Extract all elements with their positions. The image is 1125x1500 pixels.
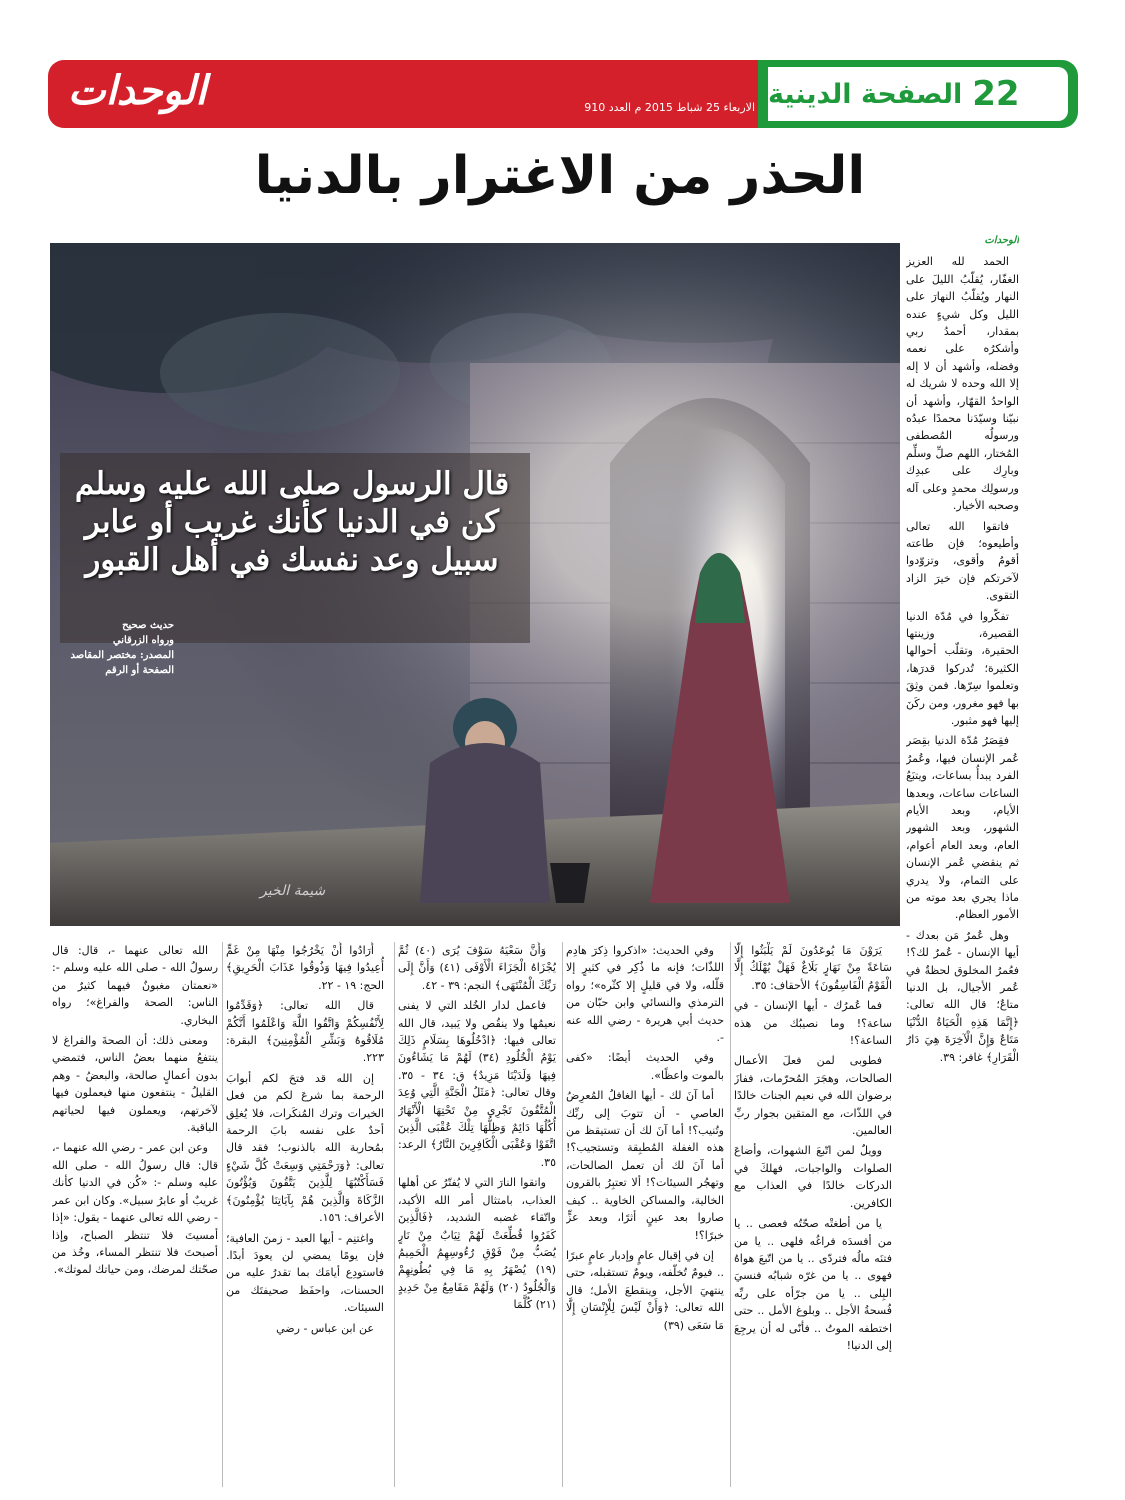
paragraph: فقِصَرُ مُدّة الدنيا بقِصَر عُمر الإنسان فيها، وعُمرُ الفرد يبدأُ بساعات، ويتبَعُ الساعات ساعات، وبعدها الأيام، وبعد الأيام الشهور، وبعد الشهور العام، وبعد العام أعوام، ثم ينقضي عُمر الإنسان على التمام، ولا يدري ماذا يجري بعد موته من الأمور العظام. <box>906 734 1019 922</box>
paragraph: الله تعالى عنهما -، قال: قال رسولُ الله - صلى الله عليه وسلم -: «نعمتان مغبونٌ فيهما كثيرٌ من الناس: الصحة والفراغ»؛ رواه البخاري. <box>52 944 218 1027</box>
byline: الوحدات <box>984 235 1019 246</box>
paragraph: واغتنِم - أيها العبد - زمنَ العافية؛ فإن يومًا يمضي لن يعودَ أبدًا. فاستودِع أيامَك بما تقدرُ عليه من الحسنات، واحفَظ صحيفتَك من السيئات. <box>226 1231 384 1315</box>
artist-signature: شيمة الخير <box>260 883 326 899</box>
paragraph: إن الله قد فتحَ لكم أبوابَ الرحمة بما شرعَ لكم من فعل الخيرات وترك المُنكَرات، فلا يُغلِق أحدٌ على نفسه بابَ الرحمة بمُحاربة الله بالذنوب؛ فقد قال تعالى: ﴿وَرَحْمَتِي وَسِعَتْ كُلَّ شَيْءٍ فَسَأَكْتُبُهَا لِلَّذِينَ يَتَّقُونَ وَيُؤْتُونَ الزَّكَاةَ وَالَّذِينَ هُمْ بِآيَاتِنَا يُؤْمِنُونَ﴾ الأعراف: ١٥٦. <box>226 1071 384 1225</box>
paragraph: فما عُمرُك - أيها الإنسان - في ساعة؟! وما نصيبُك من هذه الساعة؟! <box>734 999 892 1048</box>
newspaper-logo: الوحدات <box>68 68 207 114</box>
paragraph: فاتقوا الله تعالى وأطيعوه؛ فإن طاعته أقومُ وأقوى، وتزوّدوا لآخرتكم فإن خيرَ الزاد التقوى. <box>906 519 1019 603</box>
article-column-6 <box>52 942 218 1492</box>
paragraph: واتقوا النارَ التي لا يُفتّرُ عن أهلها العذاب، بامتثال أمر الله الأكيد، واتّقاء غضبه الشديد، ﴿فَالَّذِينَ كَفَرُوا قُطِّعَتْ لَهُمْ ثِيَابٌ مِنْ نَارٍ يُصَبُّ مِنْ فَوْقِ رُءُوسِهِمُ الْحَمِيمُ (١٩) يُصْهَرُ بِهِ مَا فِي بُطُونِهِمْ وَالْجُلُودُ (٢٠) وَلَهُمْ مَقَامِعُ مِنْ حَدِيدٍ (٢١) كُلَّمَا <box>398 1176 556 1312</box>
page-number: 22 <box>972 74 1020 114</box>
paragraph: ومعنى ذلك: أن الصحةَ والفراغ لا ينتفعُ منهما بعضُ الناس، فتمضي بدون أعمالٍ صالحة، والبعضُ - وهم القليلُ - ينتفعون منها فيعملون فيها لآخرتهم، ويعملون فيها لحياتهم الباقية. <box>52 1034 218 1135</box>
column-divider <box>394 942 395 1487</box>
hadith-source-line: ورواه الزرقاني <box>112 635 174 646</box>
hadith-source-line: حديث صحيح <box>122 620 174 631</box>
date-issue: الاربعاء 25 شباط 2015 م العدد 910 <box>584 101 755 114</box>
paragraph: وفي الحديث أيضًا: «كفى بالموت واعظًا». <box>566 1051 724 1082</box>
paragraph: وويلٌ لمن اتّبعَ الشهوات، وأضاعَ الصلوات والواجبات، فهلكَ في الدركات خالدًا في العذاب مع الكافرين. <box>734 1144 892 1210</box>
hadith-source <box>54 618 174 678</box>
header-green-band <box>758 60 1078 128</box>
column-divider <box>222 942 223 1487</box>
paragraph: وفي الحديث: «اذكروا ذِكرَ هادِم اللذّات؛ فإنه ما ذُكِر في كثيرٍ إلا قلّله، ولا في قليلٍ إلا كثّره»؛ رواه الترمذي والنسائي وابن حبّان من حديث أبي هريرة - رضي الله عنه -. <box>566 944 724 1045</box>
paragraph: أما آنَ لك - أيها الغافلُ المُعرِضُ العاصي - أن تتوبَ إلى ربِّك وتُنيب؟! أما آنَ لك أن تستيقظ من هذه الغفلة المُطبِقة وتستجيب؟! أما آنَ لك أن تعمل الصالحات، وتهجُر السيئات؟! ألا تعتبِرُ بالقرون الخالية، والمساكن الخاوية .. كيف صاروا بعد عينٍ أثرًا، وبعد عزٍّ خبرًا؟! <box>566 1089 724 1242</box>
paragraph: فاعمل لدار الخُلد التي لا يفنى نعيمُها ولا ينقُص ولا يَبيد، قال الله تعالى فيها: ﴿ادْخُلُوهَا بِسَلَامٍ ذَلِكَ يَوْمُ الْخُلُودِ (٣٤) لَهُمْ مَا يَشَاءُونَ فِيهَا وَلَدَيْنَا مَزِيدٌ﴾ ق: ٣٤ - ٣٥. وقال تعالى: ﴿مَثَلُ الْجَنَّةِ الَّتِي وُعِدَ الْمُتَّقُونَ تَجْرِي مِنْ تَحْتِهَا الْأَنْهَارُ أُكُلُهَا دَائِمٌ وَظِلُّهَا تِلْكَ عُقْبَى الَّذِينَ اتَّقَوْا وَعُقْبَى الْكَافِرِينَ النَّارُ﴾ الرعد: ٣٥. <box>398 999 556 1169</box>
section-title: الصفحة الدينية <box>768 78 963 110</box>
hadith-source-line: المصدر: مختصر المقاصد <box>70 650 174 661</box>
paragraph: عن ابن عباس - رضي <box>276 1321 374 1335</box>
paragraph: فطوبى لمن فعلَ الأعمال الصالحات، وهجَرَ المُحرّمات، ففازَ برضوان الله في نعيم الجنات خالدًا في اللذّات، مع المتقين بجوار ربِّ العالمين. <box>734 1054 892 1138</box>
hadith-source-line: الصفحة أو الرقم <box>105 665 174 676</box>
article-headline: الحذر من الاغترار بالدنيا <box>254 146 866 206</box>
article-column-2 <box>734 942 892 1492</box>
hadith-quote: قال الرسول صلى الله عليه وسلم كن في الدنيا كأنك غريب أو عابر سبيل وعد نفسك في أهل القبور <box>74 466 510 578</box>
paragraph: وَأَنَّ سَعْيَهُ سَوْفَ يُرَى (٤٠) ثُمَّ يُجْزَاهُ الْجَزَاءَ الْأَوْفَى (٤١) وَأَنَّ إِلَى رَبِّكَ الْمُنْتَهَى﴾ النجم: ٣٩ - ٤٢. <box>398 944 556 992</box>
article-column-5 <box>226 942 384 1492</box>
article-column-1 <box>906 232 1019 1492</box>
section-label-box <box>768 67 1068 121</box>
paragraph: الحمد لله العزيز الغفّار، يُقلّبُ الليلَ على النهار ويُقلّبُ النهارَ على الليل وكل شيءٍ عنده بمقدار، أحمدُ ربي وأشكرُه على نعمه وفضله، وأشهد أن لا إله إلا الله وحده لا شريك له الواحدُ القهّار، وأشهد أن نبيّنا وسيّدَنا محمدًا عبدُه ورسولُه المُصطفى المُختار، اللهم صلِّ وسلِّم وبارِك على عبدِك ورسولِك محمدٍ وعلى آله وصحبه الأخيار. <box>906 255 1019 513</box>
paragraph: يا من أطغتْه صحّتُه فعصى .. يا من أفسدَه فراغُه فلهى .. يا من فتنَه مالُه فتردّى .. يا من اتّبعَ هواهُ فهوى .. يا من غرّه شبابُه فنسيَ البِلى .. يا من جرّأه على ربِّه فُسحةُ الأجل .. وبلوغ الأمل .. حتى اختطفه الموتُ .. فأنّى له أن يرجِعَ إلى الدنيا! <box>734 1217 892 1352</box>
article-column-4 <box>398 942 556 1492</box>
paragraph: يَرَوْنَ مَا يُوعَدُونَ لَمْ يَلْبَثُوا إِلَّا سَاعَةً مِنْ نَهَارٍ بَلَاغٌ فَهَلْ يُهْلَكُ إِلَّا الْقَوْمُ الْفَاسِقُونَ﴾ الأحقاف: ٣٥. <box>734 944 892 992</box>
paragraph: قال الله تعالى: ﴿وَقَدِّمُوا لِأَنْفُسِكُمْ وَاتَّقُوا اللَّهَ وَاعْلَمُوا أَنَّكُمْ مُلَاقُوهُ وَبَشِّرِ الْمُؤْمِنِينَ﴾ البقرة: ٢٢٣. <box>226 999 384 1065</box>
photo-illustration <box>50 243 900 926</box>
column-divider <box>562 942 563 1487</box>
article-photo <box>50 243 900 926</box>
paragraph: وعن ابن عمر - رضي الله عنهما -، قال: قال رسولُ الله - صلى الله عليه وسلم -: «كُن في الدنيا كأنك غريبٌ أو عابرُ سبيل». وكان ابن عمر - رضي الله تعالى عنهما - يقول: «إذا أمسيتَ فلا تنتظر الصباح، وإذا أصبحتَ فلا تنتظر المساء، وخُذ من صحّتك لمرضك، ومن حياتك لموتك». <box>52 1141 218 1277</box>
paragraph: إن في إقبال عامٍ وإدبار عامٍ عبرًا .. فيومٌ تُخلّفه، ويومٌ تستقبله، حتى ينتهيَ الأجل، وينقطعَ الأمل؛ قال الله تعالى: ﴿وَأَنْ لَيْسَ لِلْإِنْسَانِ إِلَّا مَا سَعَى (٣٩) <box>566 1248 724 1332</box>
column-divider <box>730 942 731 1487</box>
article-column-3 <box>566 942 724 1492</box>
paragraph: تفكّروا في مُدّة الدنيا القصيرة، وزينتها الحقيرة، وتقلّب أحوالها الكثيرة؛ تُدركوا قدرَها، وتعلموا سِرّها. فمن وثِقَ بها فهو مغرور، ومن ركَنَ إليها فهو مثبور. <box>906 609 1019 727</box>
paragraph: أَرَادُوا أَنْ يَخْرُجُوا مِنْهَا مِنْ غَمٍّ أُعِيدُوا فِيهَا وَذُوقُوا عَذَابَ الْحَرِيقِ﴾ الحج: ١٩ - ٢٢. <box>226 944 384 992</box>
paragraph: وهل عُمرٌ مَن بعدك - أيها الإنسان - عُمرٌ لك؟! فعُمرُ المخلوق لحظةٌ في عُمر الأجيال، بل الدنيا متاعٌ؛ قال الله تعالى: ﴿إِنَّمَا هَذِهِ الْحَيَاةُ الدُّنْيَا مَتَاعٌ وَإِنَّ الْآخِرَةَ هِيَ دَارُ الْقَرَارِ﴾ غافر: ٣٩. <box>906 928 1019 1064</box>
